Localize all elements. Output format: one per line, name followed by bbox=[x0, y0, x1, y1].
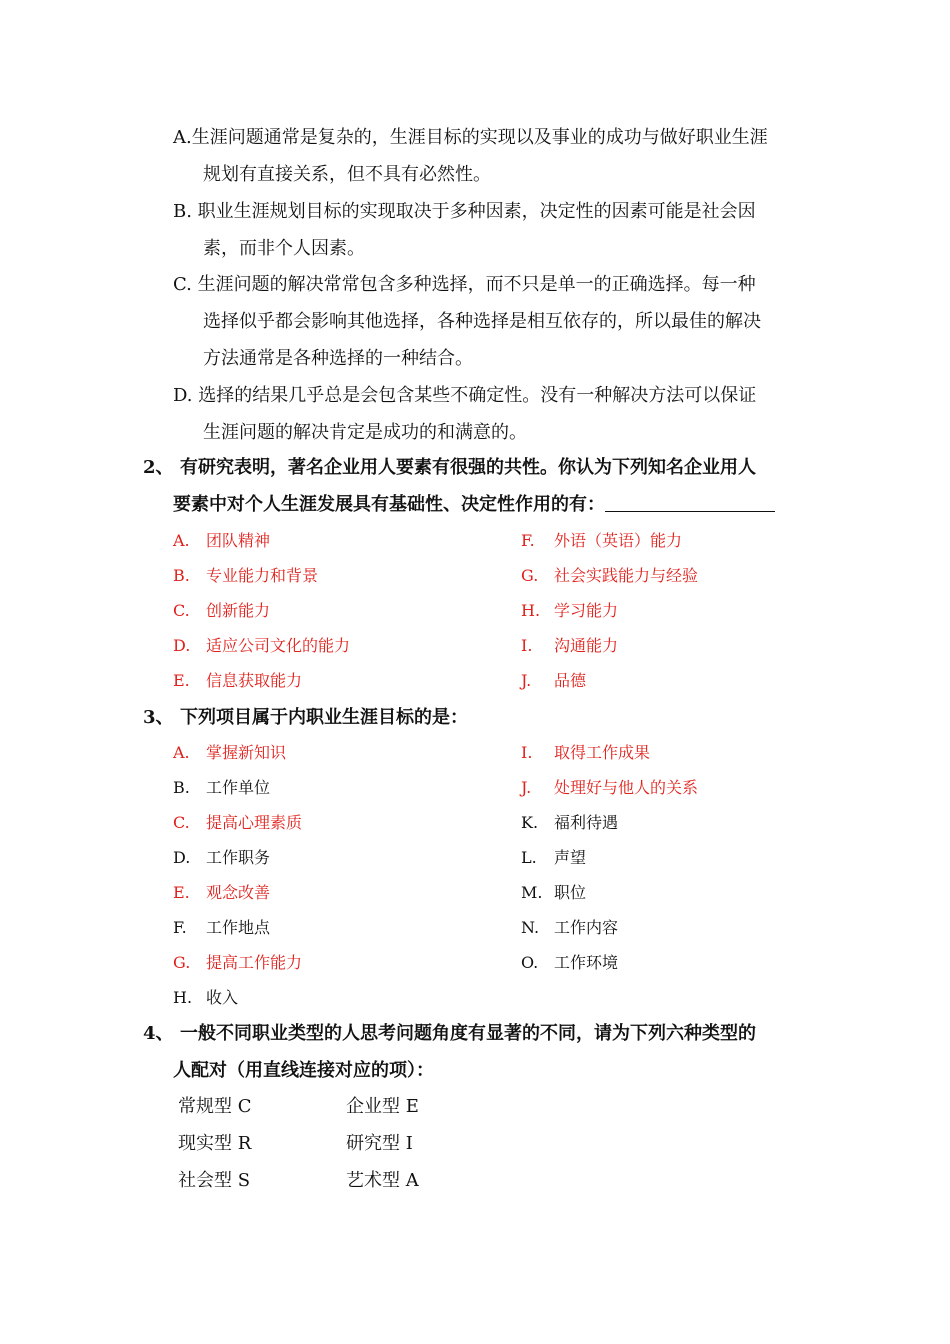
option-text: 品德 bbox=[554, 671, 587, 690]
option-letter: J. bbox=[521, 671, 532, 690]
option-text: 沟通能力 bbox=[554, 636, 619, 655]
option-text: 团队精神 bbox=[206, 531, 271, 550]
option-letter: D. bbox=[173, 636, 191, 655]
option-text: 提高心理素质 bbox=[206, 813, 303, 832]
q1-option-b-line1: B. 职业生涯规划目标的实现取决于多种因素，决定性的因素可能是社会因 bbox=[173, 201, 756, 222]
option-text: 掌握新知识 bbox=[206, 743, 287, 762]
option-letter: G. bbox=[173, 953, 191, 972]
option-letter: F. bbox=[173, 918, 187, 937]
q4-text-line2: 人配对（用直线连接对应的项）： bbox=[173, 1060, 434, 1081]
option-text: 信息获取能力 bbox=[206, 671, 303, 690]
option-text: 适应公司文化的能力 bbox=[206, 636, 351, 655]
option-letter: B. bbox=[173, 778, 190, 797]
option-letter: O. bbox=[521, 953, 539, 972]
option-text: 福利待遇 bbox=[554, 813, 619, 832]
option-letter: G. bbox=[521, 566, 539, 585]
q1-option-c bbox=[173, 266, 808, 377]
option-letter: E. bbox=[173, 883, 190, 902]
option-text: 专业能力和背景 bbox=[206, 566, 319, 585]
q1-option-b bbox=[173, 193, 808, 267]
option-letter: K. bbox=[521, 813, 539, 832]
option-letter: L. bbox=[521, 848, 537, 867]
option-letter: E. bbox=[173, 671, 190, 690]
q2-text-line2: 要素中对个人生涯发展具有基础性、决定性作用的有： bbox=[173, 494, 605, 515]
q4-right-item[interactable]: 企业型 E bbox=[346, 1096, 419, 1117]
q4-left-item[interactable]: 常规型 C bbox=[178, 1096, 252, 1117]
q1-option-c-line3: 方法通常是各种选择的一种结合。 bbox=[203, 348, 473, 369]
option-text: 处理好与他人的关系 bbox=[554, 778, 699, 797]
option-letter: A. bbox=[173, 743, 190, 762]
q1-option-c-line2: 选择似乎都会影响其他选择，各种选择是相互依存的，所以最佳的解决 bbox=[203, 311, 761, 332]
option-letter: J. bbox=[521, 778, 532, 797]
q4-number: 4、 bbox=[143, 1023, 174, 1044]
q2-answer-blank[interactable] bbox=[605, 493, 775, 512]
q1-option-d-line1: D. 选择的结果几乎总是会包含某些不确定性。没有一种解决方法可以保证 bbox=[173, 385, 757, 406]
option-text: 观念改善 bbox=[206, 883, 271, 902]
q1-option-d-line2: 生涯问题的解决肯定是成功的和满意的。 bbox=[203, 422, 527, 443]
option-text: 取得工作成果 bbox=[554, 743, 651, 762]
option-text: 提高工作能力 bbox=[206, 953, 303, 972]
option-letter: F. bbox=[521, 531, 535, 550]
q1-option-b-line2: 素，而非个人因素。 bbox=[203, 238, 365, 259]
q1-option-c-line1: C. 生涯问题的解决常常包含多种选择，而不只是单一的正确选择。每一种 bbox=[173, 274, 756, 295]
option-text: 工作职务 bbox=[206, 848, 271, 867]
option-letter: M. bbox=[521, 883, 543, 902]
q4-left-item[interactable]: 现实型 R bbox=[178, 1133, 252, 1154]
q2-number: 2、 bbox=[143, 457, 174, 478]
option-text: 工作单位 bbox=[206, 778, 271, 797]
option-text: 工作环境 bbox=[554, 953, 619, 972]
q2-text-line1: 有研究表明，著名企业用人要素有很强的共性。你认为下列知名企业用人 bbox=[180, 457, 756, 478]
q1-option-d bbox=[173, 377, 808, 451]
option-letter: I. bbox=[521, 636, 533, 655]
q1-option-a-line2: 规划有直接关系，但不具有必然性。 bbox=[203, 164, 491, 185]
q3-number: 3、 bbox=[143, 707, 174, 728]
option-letter: B. bbox=[173, 566, 190, 585]
q4-left-item[interactable]: 社会型 S bbox=[178, 1170, 251, 1191]
q1-option-a bbox=[173, 119, 808, 193]
option-text: 工作地点 bbox=[206, 918, 271, 937]
option-text: 声望 bbox=[554, 848, 587, 867]
option-text: 职位 bbox=[554, 883, 587, 902]
option-text: 社会实践能力与经验 bbox=[554, 566, 699, 585]
option-text: 外语（英语）能力 bbox=[554, 531, 683, 550]
option-letter: H. bbox=[521, 601, 541, 620]
option-letter: H. bbox=[173, 988, 193, 1007]
option-text: 工作内容 bbox=[554, 918, 619, 937]
option-letter: D. bbox=[173, 848, 191, 867]
option-text: 创新能力 bbox=[206, 601, 271, 620]
option-letter: C. bbox=[173, 601, 190, 620]
option-letter: A. bbox=[173, 531, 190, 550]
q4-text-line1: 一般不同职业类型的人思考问题角度有显著的不同，请为下列六种类型的 bbox=[180, 1023, 756, 1044]
option-letter: N. bbox=[521, 918, 540, 937]
option-letter: I. bbox=[521, 743, 533, 762]
q4-right-item[interactable]: 研究型 I bbox=[346, 1133, 413, 1154]
q3-text: 下列项目属于内职业生涯目标的是： bbox=[180, 707, 468, 728]
q1-option-a-line1: A.生涯问题通常是复杂的，生涯目标的实现以及事业的成功与做好职业生涯 bbox=[173, 127, 768, 148]
option-letter: C. bbox=[173, 813, 190, 832]
option-text: 学习能力 bbox=[554, 601, 619, 620]
q4-right-item[interactable]: 艺术型 A bbox=[346, 1170, 419, 1191]
option-text: 收入 bbox=[206, 988, 239, 1007]
